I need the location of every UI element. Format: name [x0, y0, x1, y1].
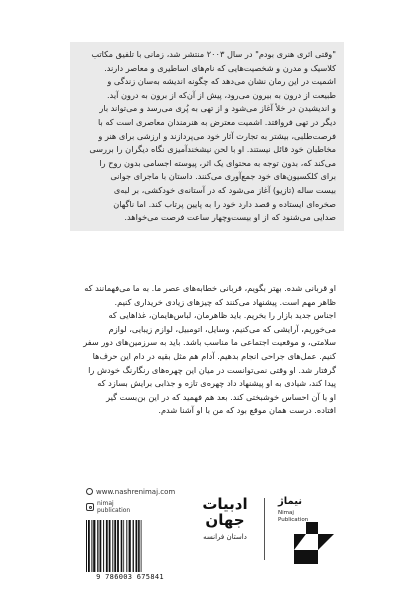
instagram-icon	[86, 503, 94, 511]
quote-line: و اندیشیدن در خلأ آغاز می‌شود و از تهی به پُری می‌رسد و می‌تواند بار	[99, 103, 336, 114]
barcode-bar	[141, 520, 142, 572]
publisher-logo	[276, 494, 336, 566]
barcode-bar	[129, 520, 131, 572]
excerpt-line: پیدا کند، شیادی به او پیشنهاد داد چهره‌ی تازه و جذابی برایش بسازد که	[97, 378, 336, 389]
barcode-bar	[100, 520, 102, 572]
barcode-bar	[93, 520, 95, 572]
barcode-bar	[88, 520, 90, 572]
quote-line: می‌کند که، بدون توجه به محتوای یک اثر، پیوسته اجسامی بدون روح را	[99, 157, 336, 168]
series-logo	[194, 496, 256, 562]
barcode-bar	[86, 520, 87, 572]
series-title-line-1: ادبیات	[202, 495, 248, 513]
barcode-bar	[114, 520, 116, 572]
excerpt-line: می‌خوریم، آرایشی که می‌کنیم، وسایل، اتومبیل، لوازم زیبایی، لوازم	[108, 323, 336, 334]
globe-icon	[86, 488, 93, 495]
quote-line: صدایی می‌شنود که از او بیست‌وچهار ساعت فرصت می‌خواهد.	[124, 212, 336, 223]
excerpt-line: او با آن احساس خوشبختی کند. بعد هم فهمید که در این بن‌بست گیر	[106, 391, 336, 402]
divider	[264, 498, 265, 560]
quote-line: بیست ساله (تازیو) آغاز می‌شود که در آستانه‌ی خودکشی، بر لبه‌ی	[113, 184, 336, 195]
barcode-bar	[123, 520, 124, 572]
excerpt-line: سلامتی، و موقعیت اجتماعی ما مناسب باشد. باید به سرزمین‌های دور سفر	[83, 337, 336, 348]
quote-line: فرصت‌طلبی، بیشتر به تجارت آثار خود می‌پردازند و ارزشی برای هنر و	[98, 130, 336, 141]
quote-line: اشمیت در این رمان نشان می‌دهد که چگونه اندیشه به‌سان زندگی و	[107, 76, 336, 87]
barcode-bar	[126, 520, 127, 572]
quote-line: کلاسیک و مدرن و شخصیت‌هایی که نام‌های اساطیری و معاصر دارند.	[104, 62, 336, 73]
instagram-handle[interactable]	[86, 500, 130, 514]
barcode-bar	[121, 520, 123, 572]
publisher-latin-1: Nimaj	[278, 510, 294, 516]
quote-line: "وقتی اثری هنری بودم" در سال ۲۰۰۳ منتشر شد، زمانی با تلفیق مکاتب	[91, 49, 336, 59]
quote-line: صخره‌ای ایستاده و قصد دارد خود را به پایین پرتاب کند. اما ناگهان	[113, 198, 336, 209]
publisher-name: نیماژ	[278, 496, 303, 507]
series-subtitle: داستان فرانسه	[203, 533, 247, 541]
excerpt-line: ظاهر مهم است. پیشنهاد می‌کنند که چیزهای زیادی خریداری کنیم.	[114, 296, 336, 307]
excerpt-line: اجناس جدید بازار را بخریم. باید ظاهرمان، لباس‌هایمان، غذاهایی که	[108, 310, 336, 321]
isbn-number: 9 786003 675841	[96, 573, 164, 581]
barcode	[84, 520, 176, 572]
website[interactable]	[86, 488, 175, 496]
excerpt-line: او قربانی شده. بهتر بگویم، قربانی خطابه‌های عصر ما. به ما می‌فهمانند که	[84, 283, 336, 293]
instagram-line-1: nimaj	[97, 500, 114, 507]
quote-line: برای کلکسیون‌های خود جمع‌آوری می‌کنند. داستان با ماجرای جوانی	[110, 171, 336, 182]
barcode-bar	[109, 520, 111, 572]
series-title-line-2: جهان	[205, 511, 245, 529]
barcode-bar	[136, 520, 138, 572]
publisher-mark-icon	[288, 520, 334, 564]
barcode-bar	[112, 520, 113, 572]
barcode-bar	[133, 520, 134, 572]
barcode-bar	[97, 520, 98, 572]
instagram-line-2: publication	[97, 507, 131, 514]
excerpt-line: افتاده. درست همان موقع بود که من با او آشنا شدم.	[158, 405, 336, 416]
excerpt-block	[66, 282, 336, 418]
barcode-bar	[138, 520, 140, 572]
quote-block	[70, 42, 344, 231]
quote-line: دیگر در تهی فروافتد. اشمیت معترض به هنرمندان معاصری است که با	[98, 116, 336, 127]
excerpt-line: کنیم. عمل‌های جراحی انجام بدهیم. آدام هم مثل بقیه در دام این حرف‌ها	[92, 350, 336, 361]
quote-line: طبیعت از درون به بیرون می‌رود، پیش از آن‌که از برون به درون آید.	[106, 89, 336, 100]
barcode-bar	[106, 520, 108, 572]
barcode-bar	[103, 520, 104, 572]
publisher-latin-2: Publication	[278, 516, 309, 523]
quote-line: مخاطبان خود قائل نیستند. او با لحن نیشخندآمیزی نگاه دیگران را بررسی	[89, 144, 336, 155]
website-url: www.nashrenimaj.com	[96, 488, 176, 496]
barcode-bar	[117, 520, 119, 572]
barcode-bar	[91, 520, 92, 572]
excerpt-line: گرفتار شد. او وقتی نمی‌توانست در میان این چهره‌های رنگارنگ خودش را	[88, 364, 336, 375]
